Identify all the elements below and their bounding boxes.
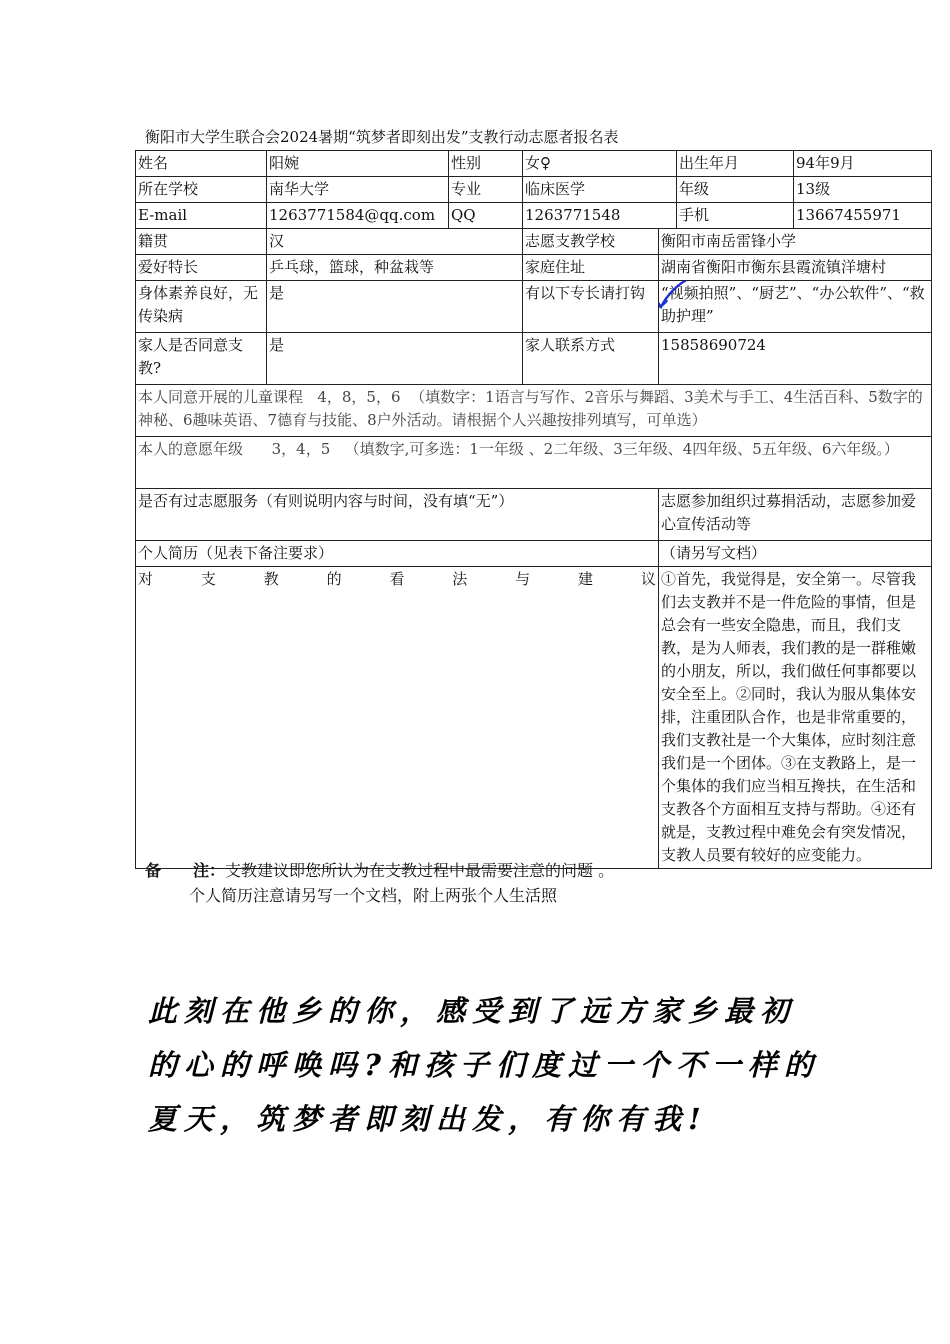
row-family bbox=[136, 333, 932, 385]
courses-value: 4，8，5，6 bbox=[317, 388, 401, 406]
courses-hint: （填数字：1语言与写作、2音乐与舞蹈、3美术与手工、4生活百科、5数字的神秘、6趣味英语、7德育与技能、8户外活动。请根据个人兴趣按排列填写，可单选） bbox=[138, 388, 923, 429]
address-value[interactable]: 湖南省衡阳市衡东县霞流镇洋塘村 bbox=[659, 255, 932, 281]
row-volunteer bbox=[136, 489, 932, 541]
qq-label: QQ bbox=[449, 203, 523, 229]
row-health bbox=[136, 281, 932, 333]
views-label-char: 对 bbox=[138, 570, 154, 588]
hobby-label: 爱好特长 bbox=[136, 255, 267, 281]
qq-value[interactable]: 1263771548 bbox=[523, 203, 677, 229]
row-contact bbox=[136, 203, 932, 229]
target-school-value[interactable]: 衡阳市南岳雷锋小学 bbox=[659, 229, 932, 255]
row-name bbox=[136, 151, 932, 177]
row-school bbox=[136, 177, 932, 203]
form-title: 衡阳市大学生联合会2024暑期“筑梦者即刻出发”支教行动志愿者报名表 bbox=[145, 128, 619, 146]
email-label: E-mail bbox=[136, 203, 267, 229]
row-hobby bbox=[136, 255, 932, 281]
email-value[interactable]: 1263771584@qq.com bbox=[267, 203, 449, 229]
views-label-char: 法 bbox=[452, 570, 468, 588]
school-label: 所在学校 bbox=[136, 177, 267, 203]
school-value[interactable]: 南华大学 bbox=[267, 177, 449, 203]
birth-label: 出生年月 bbox=[677, 151, 794, 177]
address-label: 家庭住址 bbox=[523, 255, 659, 281]
skills-text: “视频拍照”、“厨艺”、“办公软件”、“救助护理” bbox=[661, 284, 925, 325]
courses-cell[interactable] bbox=[136, 385, 932, 437]
views-value[interactable]: ①首先，我觉得是，安全第一。尽管我们去支教并不是一件危险的事情，但是总会有一些安全隐患，而且，我们支教，是为人师表，我们教的是一群稚嫩的小朋友，所以，我们做任何事都要以安全至上。②同时，我认为服从集体安排，注重团队合作，也是非常重要的，我们支教社是一个大集体，应时刻注意我们是一个团体。③在支教路上，是一个集体的我们应当相互搀扶，在生活和支教各个方面相互支持与帮助。④还有就是，支教过程中难免会有突发情况，支教人员要有较好的应变能力。 bbox=[659, 567, 932, 869]
volunteer-value[interactable]: 志愿参加组织过募捐活动，志愿参加爱心宣传活动等 bbox=[659, 489, 932, 541]
slogan-line-2: 的心的呼唤吗?和孩子们度过一个不一样的 bbox=[148, 1048, 820, 1082]
target-school-label: 志愿支教学校 bbox=[523, 229, 659, 255]
slogan bbox=[148, 984, 848, 1146]
skills-label: 有以下专长请打钩 bbox=[523, 281, 659, 333]
native-value[interactable]: 汉 bbox=[267, 229, 523, 255]
registration-form-table bbox=[135, 150, 932, 869]
grades-hint: （填数字,可多选：1一年级 、2二年级、3三年级、4四年级、5五年级、6六年级。） bbox=[344, 440, 899, 458]
phone-value[interactable]: 13667455971 bbox=[794, 203, 932, 229]
views-label-chars bbox=[138, 568, 656, 591]
courses-prefix: 本人同意开展的儿童课程 bbox=[138, 388, 304, 406]
resume-value[interactable]: （请另写文档） bbox=[659, 541, 932, 567]
gender-value[interactable]: 女♀ bbox=[523, 151, 677, 177]
row-views bbox=[136, 567, 932, 869]
grade-label: 年级 bbox=[677, 177, 794, 203]
views-label bbox=[136, 567, 659, 869]
skills-value[interactable] bbox=[659, 281, 932, 333]
notes-line2: 个人简历注意请另写一个文档，附上两张个人生活照 bbox=[189, 886, 558, 905]
row-resume bbox=[136, 541, 932, 567]
resume-label: 个人简历（见表下备注要求） bbox=[136, 541, 659, 567]
volunteer-label: 是否有过志愿服务（有则说明内容与时间，没有填“无”） bbox=[136, 489, 659, 541]
grades-prefix: 本人的意愿年级 bbox=[138, 440, 244, 458]
family-contact-value[interactable]: 15858690724 bbox=[659, 333, 932, 385]
views-label-char: 的 bbox=[326, 570, 342, 588]
check-mark-icon bbox=[659, 281, 692, 314]
notes bbox=[145, 858, 614, 908]
views-label-char: 与 bbox=[515, 570, 531, 588]
notes-text1: 支教建议即您所认为在支教过程中最需要注意的问题 。 bbox=[225, 861, 615, 880]
row-native bbox=[136, 229, 932, 255]
major-label: 专业 bbox=[449, 177, 523, 203]
grades-value: 3，4，5 bbox=[271, 440, 331, 458]
health-value[interactable]: 是 bbox=[267, 281, 523, 333]
slogan-line-3: 夏天，筑梦者即刻出发，有你有我! bbox=[148, 1102, 708, 1136]
hobby-value[interactable]: 乒乓球，篮球，种盆栽等 bbox=[267, 255, 523, 281]
phone-label: 手机 bbox=[677, 203, 794, 229]
native-label: 籍贯 bbox=[136, 229, 267, 255]
views-label-char: 支 bbox=[200, 570, 216, 588]
grade-value[interactable]: 13级 bbox=[794, 177, 932, 203]
views-label-char: 建 bbox=[578, 570, 594, 588]
family-value[interactable]: 是 bbox=[267, 333, 523, 385]
row-courses bbox=[136, 385, 932, 437]
name-value[interactable]: 阳婉 bbox=[267, 151, 449, 177]
slogan-line-1: 此刻在他乡的你，感受到了远方家乡最初 bbox=[148, 994, 797, 1028]
family-label: 家人是否同意支教? bbox=[136, 333, 267, 385]
birth-value[interactable]: 94年9月 bbox=[794, 151, 932, 177]
views-label-char: 议 bbox=[640, 570, 656, 588]
major-value[interactable]: 临床医学 bbox=[523, 177, 677, 203]
health-label: 身体素养良好，无传染病 bbox=[136, 281, 267, 333]
notes-label: 备 注： bbox=[145, 861, 226, 880]
row-grades bbox=[136, 437, 932, 489]
views-label-char: 教 bbox=[263, 570, 279, 588]
name-label: 姓名 bbox=[136, 151, 267, 177]
notes-line1 bbox=[145, 858, 614, 883]
gender-label: 性别 bbox=[449, 151, 523, 177]
grades-cell[interactable] bbox=[136, 437, 932, 489]
views-label-char: 看 bbox=[389, 570, 405, 588]
family-contact-label: 家人联系方式 bbox=[523, 333, 659, 385]
